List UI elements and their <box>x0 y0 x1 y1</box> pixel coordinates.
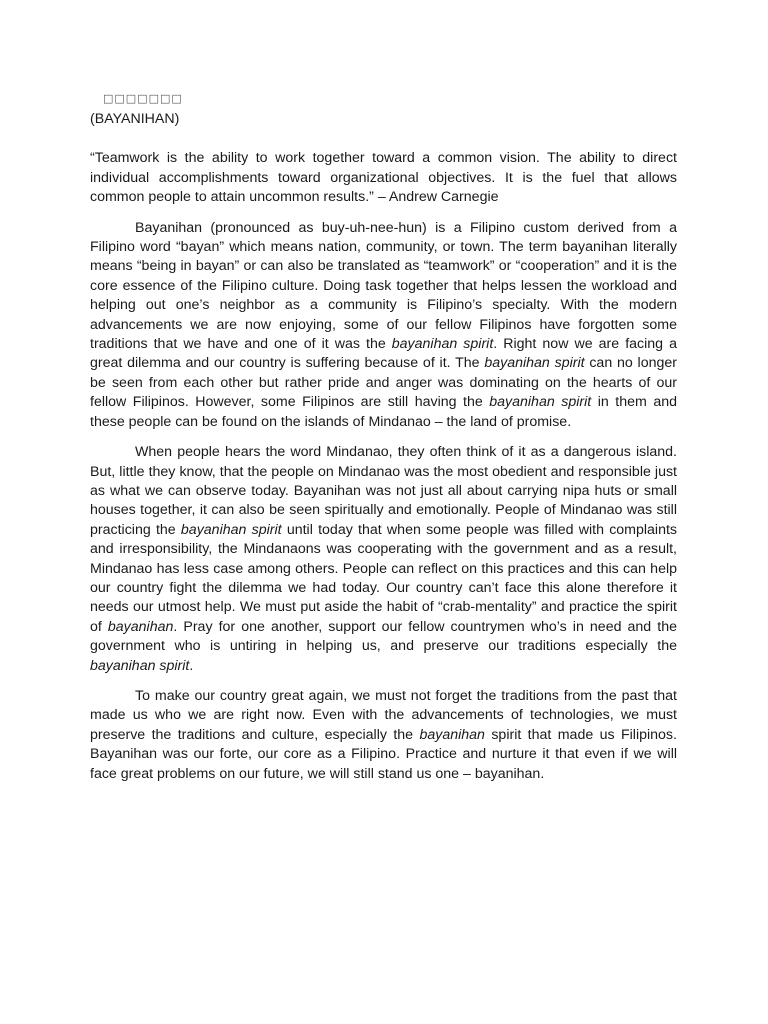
text-run: When people hears the word Mindanao, they often think of it as a dangerous island. But, little they know, that the people on Mindanao was the most obedient and responsible just as what we can observe today. Bayanihan was not just all about carrying nipa huts or small houses together, it can also be seen spiritually and emotionally. People of Mindanao was still practicing the <box>90 444 677 538</box>
italic-phrase: bayanihan spirit <box>484 355 585 372</box>
text-run: spirit that made us Filipinos. Bayanihan was our forte, our core as a Filipino. Practice and nurture it that even if we will face great problems on our future, we will still stand us one – bayanihan. <box>90 726 677 782</box>
document-page <box>90 90 677 784</box>
opening-quote: “Teamwork is the ability to work together toward a common vision. The ability to direct individual accomplishments toward organizational objectives. It is the fuel that allows common people to attain uncommon results.” – Andrew Carnegie <box>90 150 677 206</box>
paragraph-1 <box>90 219 677 432</box>
text-run: . Pray for one another, support our fellow countrymen who’s in need and the government who is untiring in helping us, and preserve our traditions especially the <box>90 618 677 655</box>
paragraph-2 <box>90 443 677 676</box>
text-run: To make our country great again, we must not forget the traditions from the past that made us who we are right now. Even with the advancements of technologies, we must preserve the traditions and culture, especially the <box>90 687 677 743</box>
italic-phrase: bayanihan spirit <box>489 394 592 411</box>
document-title: (BAYANIHAN) <box>90 111 180 127</box>
missing-glyphs-text: □□□□□□□ <box>103 92 183 105</box>
text-run: . Right now we are facing a great dilemma and our country is suffering because of it. The <box>90 336 677 372</box>
italic-phrase: bayanihan spirit <box>90 657 190 674</box>
italic-phrase: bayanihan spirit <box>180 521 282 538</box>
text-run: until today that when some people was filled with complaints and irresponsibility, the Mindanaons was cooperating with the government and as a result, Mindanao has less case among others. People can reflect on this practices and this can help our country fight the dilemma we had today. Our country can’t face this alone therefore it needs our utmost help. We must put aside the habit of “crab-mentality” and practice the spirit of <box>90 521 678 635</box>
text-run: can no longer be seen from each other but rather pride and anger was dominating on the hearts of our fellow Filipinos. However, some Filipinos are still having the <box>90 355 677 411</box>
italic-phrase: bayanihan <box>419 726 485 743</box>
text-run: Bayanihan (pronounced as buy-uh-nee-hun) is a Filipino custom derived from a Filipino word “bayan” which means nation, community, or town. The term bayanihan literally means “being in bayan” or can also be translated as “teamwork” or “cooperation” and it is the core essence of the Filipino culture. Doing task together that helps lessen the workload and helping out one’s neighbor as a community is Filipino’s specialty. With the modern advancements we are now enjoying, some of our fellow Filipinos have forgotten some traditions that we have and one of it was the <box>90 219 677 353</box>
text-run: in them and these people can be found on the islands of Mindanao – the land of promise. <box>90 394 677 430</box>
italic-phrase: bayanihan <box>107 618 174 635</box>
italic-phrase: bayanihan spirit <box>391 336 494 353</box>
paragraph-3 <box>90 687 677 784</box>
text-run: . <box>189 657 194 674</box>
